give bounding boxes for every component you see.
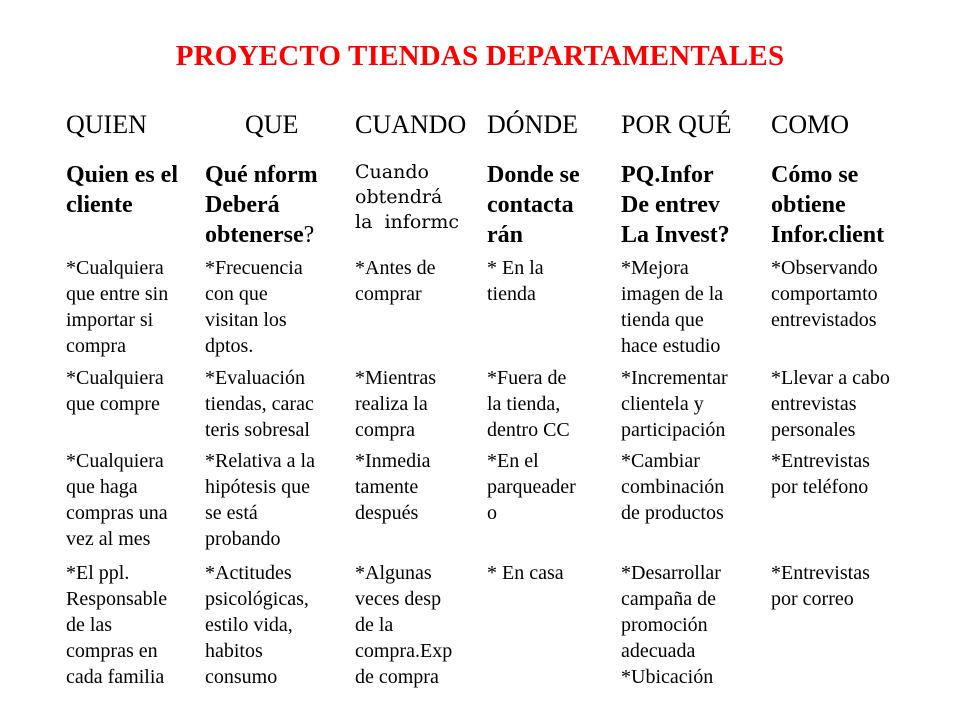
cell-line: de las (66, 614, 113, 636)
cell-line: de compra (355, 666, 439, 688)
cell-line: dptos. (205, 335, 254, 357)
cell-line: dentro CC (487, 419, 570, 441)
cell-line: por teléfono (771, 476, 869, 498)
cell-line: de la (355, 614, 394, 636)
question-line (205, 220, 318, 250)
cell-line: compras en (66, 640, 158, 662)
cell-que-2 (205, 365, 314, 443)
cell-line: por correo (771, 588, 854, 610)
cell-quien-1 (66, 255, 168, 359)
question-line: Deberá (205, 192, 280, 218)
cell-line: *Cambiar (621, 450, 700, 472)
cell-line: teris sobresal (205, 419, 310, 441)
cell-cuando-3 (355, 448, 431, 526)
column-header-donde: DÓNDE (487, 110, 578, 139)
question-line: La Invest? (621, 222, 730, 248)
cell-line: *Algunas (355, 562, 432, 584)
cell-line: habitos (205, 640, 263, 662)
cell-por-que-4 (621, 560, 721, 690)
question-line: Donde se (487, 162, 580, 188)
column-que (205, 108, 318, 688)
cell-line: *Fuera de (487, 367, 567, 389)
column-header-por-que: POR QUÉ (621, 110, 732, 139)
column-header-como: COMO (771, 110, 850, 139)
column-header-cuando: CUANDO (355, 110, 467, 139)
cell-donde-1 (487, 255, 544, 307)
cell-line: se está (205, 502, 258, 524)
cell-line: *Inmedia (355, 450, 431, 472)
question-por-que (621, 160, 732, 252)
cell-line: combinación (621, 476, 725, 498)
cell-line: psicológicas, (205, 588, 309, 610)
cell-line: tienda que (621, 309, 704, 331)
cell-line: *Ubicación (621, 666, 714, 688)
cell-quien-4 (66, 560, 167, 690)
cell-line: *Antes de (355, 257, 436, 279)
cell-quien-3 (66, 448, 168, 552)
cell-como-1 (771, 255, 878, 333)
question-text: obtenerse (205, 222, 304, 248)
cell-por-que-2 (621, 365, 728, 443)
cell-line: vez al mes (66, 528, 151, 550)
cell-line: *Observando (771, 257, 878, 279)
cell-que-3 (205, 448, 315, 552)
cell-como-3 (771, 448, 870, 500)
question-line: Cómo se (771, 162, 859, 188)
cell-line: *En el (487, 450, 539, 472)
cell-line: tienda (487, 283, 536, 305)
cell-line: *Llevar a cabo (771, 367, 890, 389)
question-line: contacta (487, 192, 574, 218)
cell-line: *Incrementar (621, 367, 728, 389)
cell-line: después (355, 502, 419, 524)
question-quien (66, 160, 178, 252)
cell-que-4 (205, 560, 309, 690)
cell-line: *El ppl. (66, 562, 130, 584)
cell-line: Responsable (66, 588, 168, 610)
cell-line: entrevistas (771, 393, 857, 415)
question-line: PQ.Infor (621, 162, 714, 188)
cell-cuando-1 (355, 255, 436, 307)
cell-line: *Actitudes (205, 562, 292, 584)
cell-line: veces desp (355, 588, 442, 610)
column-quien (66, 108, 178, 688)
cell-line: compra (66, 335, 126, 357)
cell-line: la tienda, (487, 393, 561, 415)
cell-line: realiza la (355, 393, 428, 415)
cell-line: campaña de (621, 588, 716, 610)
cell-cuando-2 (355, 365, 436, 443)
cell-line: personales (771, 419, 856, 441)
cell-line: promoción (621, 614, 708, 636)
question-donde (487, 160, 580, 252)
cell-line: compra.Exp (355, 640, 453, 662)
cell-line: *Frecuencia (205, 257, 303, 279)
cell-line: que entre sin (66, 283, 169, 305)
cell-line: comportamto (771, 283, 878, 305)
question-que (205, 160, 318, 252)
cell-line: o (487, 502, 497, 524)
cell-line: *Entrevistas (771, 562, 870, 584)
cell-line: visitan los (205, 309, 287, 331)
cell-line: estilo vida, (205, 614, 293, 636)
cell-line: cada familia (66, 666, 165, 688)
cell-como-2 (771, 365, 890, 443)
question-line: Cuando (355, 161, 429, 183)
cell-line: *Cualquiera (66, 450, 164, 472)
cell-line: *Mientras (355, 367, 437, 389)
cell-line: *Evaluación (205, 367, 305, 389)
cell-por-que-1 (621, 255, 723, 359)
cell-line: entrevistados (771, 309, 877, 331)
cell-line: con que (205, 283, 268, 305)
question-line: Quien es el (66, 162, 178, 188)
question-como (771, 160, 884, 252)
cell-donde-2 (487, 365, 570, 443)
page-title: PROYECTO TIENDAS DEPARTAMENTALES (175, 40, 785, 72)
question-line: Qué nform (205, 162, 318, 188)
question-line: rán (487, 222, 523, 248)
cell-line: parqueader (487, 476, 576, 498)
cell-line: * En casa (487, 562, 564, 584)
cell-line: tamente (355, 476, 419, 498)
column-como (771, 108, 890, 610)
cell-line: probando (205, 528, 281, 550)
cell-line: consumo (205, 666, 278, 688)
column-por-que (621, 108, 732, 688)
cell-line: compras una (66, 502, 168, 524)
cell-line: compra (355, 419, 415, 441)
cell-line: de productos (621, 502, 724, 524)
cell-donde-4 (487, 560, 564, 586)
cell-line: comprar (355, 283, 422, 305)
cell-line: importar si (66, 309, 154, 331)
question-line: De entrev (621, 192, 720, 218)
question-line: cliente (66, 192, 133, 218)
question-line: la informc (355, 211, 460, 233)
question-line: obtendrá (355, 186, 443, 208)
cell-line: hace estudio (621, 335, 721, 357)
cell-line: *Cualquiera (66, 257, 164, 279)
cell-que-1 (205, 255, 303, 359)
cell-line: que haga (66, 476, 138, 498)
cell-line: *Desarrollar (621, 562, 721, 584)
cell-line: participación (621, 419, 726, 441)
cell-line: tiendas, carac (205, 393, 314, 415)
question-mark: ? (303, 222, 315, 248)
cell-line: *Cualquiera (66, 367, 164, 389)
cell-quien-2 (66, 365, 164, 417)
cell-line: hipótesis que (205, 476, 310, 498)
cell-line: * En la (487, 257, 544, 279)
cell-line: clientela y (621, 393, 704, 415)
cell-line: *Mejora (621, 257, 689, 279)
column-cuando (355, 108, 467, 688)
cell-line: *Relativa a la (205, 450, 315, 472)
cell-line: adecuada (621, 640, 696, 662)
column-header-que: QUE (245, 110, 299, 139)
column-header-quien: QUIEN (66, 110, 147, 139)
cell-line: que compre (66, 393, 160, 415)
column-donde (487, 108, 580, 584)
cell-donde-3 (487, 448, 576, 526)
cell-por-que-3 (621, 448, 724, 526)
question-line: Infor.client (771, 222, 885, 248)
cell-cuando-4 (355, 560, 452, 690)
question-line: obtiene (771, 192, 846, 218)
question-cuando (355, 160, 466, 252)
cell-line: *Entrevistas (771, 450, 870, 472)
cell-line: imagen de la (621, 283, 724, 305)
cell-como-4 (771, 560, 870, 612)
